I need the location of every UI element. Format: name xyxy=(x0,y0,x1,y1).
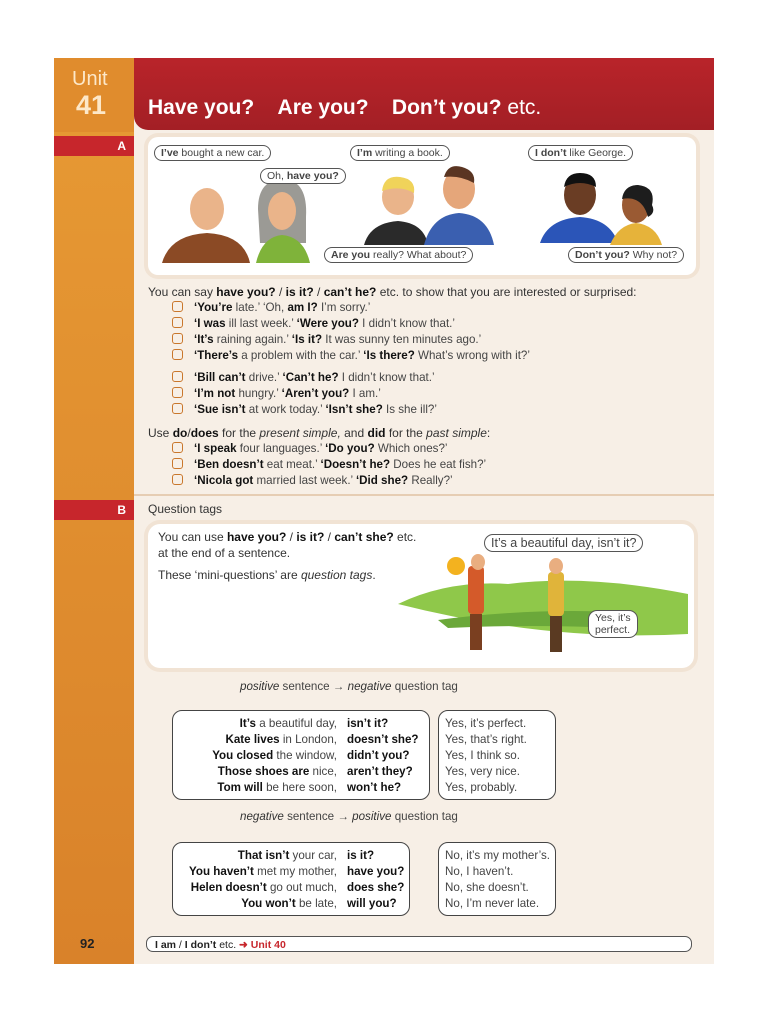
box-line-2: at the end of a sentence. xyxy=(158,546,291,560)
section-b-tab: B xyxy=(54,500,134,520)
question-tags-box xyxy=(148,524,694,668)
example-line: ‘I’m not hungry.’ ‘Aren’t you? I am.’ xyxy=(172,387,381,400)
example-line: ‘I speak four languages.’ ‘Do you? Which ones?’ xyxy=(172,442,447,455)
example-line: ‘I was ill last week.’ ‘Were you? I didn’t know that.’ xyxy=(172,317,455,330)
example-line: ‘Sue isn’t at work today.’ ‘Isn’t she? Is she ill?’ xyxy=(172,403,437,416)
speech-bubble-1: I’ve bought a new car. xyxy=(154,145,271,161)
example-line: ‘You’re late.’ ‘Oh, am I? I’m sorry.’ xyxy=(172,301,370,314)
question-tag: isn’t it? xyxy=(347,717,389,730)
unit-label: Unit xyxy=(72,68,108,90)
sentence-row: You won’t be late, xyxy=(241,897,337,910)
question-tag: is it? xyxy=(347,849,375,862)
positive-answers-box xyxy=(438,710,556,800)
unit-number: 41 xyxy=(76,90,107,120)
positive-caption: positive sentence → negative question tag xyxy=(240,680,458,693)
example-line: ‘Ben doesn’t eat meat.’ ‘Doesn’t he? Does he eat fish?’ xyxy=(172,458,486,471)
sentence-row: You closed the window, xyxy=(212,749,337,762)
arrow-icon: ➜ xyxy=(239,939,248,951)
answer: No, she doesn’t. xyxy=(445,881,529,894)
unit-link[interactable]: Unit 40 xyxy=(250,939,286,951)
box-line-1: You can use have you? / is it? / can’t she? etc. xyxy=(158,530,417,544)
sentence-row: Tom will be here soon, xyxy=(217,781,337,794)
sentence-row: Kate lives in London, xyxy=(225,733,337,746)
answer: No, I’m never late. xyxy=(445,897,540,910)
box-line-3: These ‘mini-questions’ are question tags. xyxy=(158,568,376,582)
speech-bubble-reply: Yes, it’s perfect. xyxy=(588,610,638,638)
answer: Yes, it’s perfect. xyxy=(445,717,527,730)
speech-bubble-tag: It’s a beautiful day, isn’t it? xyxy=(484,534,643,552)
section-a-tab: A xyxy=(54,136,134,156)
question-tag: didn’t you? xyxy=(347,749,410,762)
speech-bubble-5: I don’t like George. xyxy=(528,145,633,161)
section-b-heading: Question tags xyxy=(148,502,223,516)
answer: Yes, probably. xyxy=(445,781,518,794)
negative-caption: negative sentence → positive question tag xyxy=(240,810,458,823)
page-number: 92 xyxy=(80,936,95,951)
question-tag: does she? xyxy=(347,881,405,894)
answer: Yes, very nice. xyxy=(445,765,520,778)
question-tag: will you? xyxy=(347,897,397,910)
title-bar xyxy=(134,58,714,130)
sentence-row: It’s a beautiful day, xyxy=(239,717,337,730)
sentence-row: Those shoes are nice, xyxy=(217,765,337,778)
cross-reference-footer: I am / I don’t etc. ➜ Unit 40 xyxy=(146,936,692,952)
textbook-page xyxy=(54,58,714,964)
section-divider xyxy=(134,494,714,496)
page-title: Have you? Are you? Don’t you? etc. xyxy=(148,96,542,119)
unit-box xyxy=(54,58,134,132)
speech-bubble-2: Oh, have you? xyxy=(260,168,346,184)
question-tag: doesn’t she? xyxy=(347,733,419,746)
positive-sentence-box xyxy=(172,710,430,800)
question-tag: aren’t they? xyxy=(347,765,413,778)
sentence-row: You haven’t met my mother, xyxy=(189,865,337,878)
question-tag: won’t he? xyxy=(347,781,402,794)
section-a-use: Use do/does for the present simple, and did for the past simple: xyxy=(148,426,491,440)
sentence-row: Helen doesn’t go out much, xyxy=(190,881,337,894)
speech-bubble-3: I’m writing a book. xyxy=(350,145,450,161)
speech-bubble-4: Are you really? What about? xyxy=(324,247,473,263)
answer: No, it’s my mother’s. xyxy=(445,849,551,862)
dialogue-illustration xyxy=(148,137,696,275)
example-line: ‘Bill can’t drive.’ ‘Can’t he? I didn’t know that.’ xyxy=(172,371,435,384)
sentence-row: That isn’t your car, xyxy=(237,849,337,862)
negative-answers-box xyxy=(438,842,556,916)
example-line: ‘There’s a problem with the car.’ ‘Is there? What’s wrong with it?’ xyxy=(172,349,530,362)
question-tag: have you? xyxy=(347,865,405,878)
example-line: ‘Nicola got married last week.’ ‘Did she? Really?’ xyxy=(172,474,453,487)
example-line: ‘It’s raining again.’ ‘Is it? It was sunny ten minutes ago.’ xyxy=(172,333,481,346)
speech-bubble-6: Don’t you? Why not? xyxy=(568,247,684,263)
negative-sentence-box xyxy=(172,842,410,916)
answer: Yes, that’s right. xyxy=(445,733,527,746)
section-a-intro: You can say have you? / is it? / can’t he? etc. to show that you are interested or surprised: xyxy=(148,285,637,299)
answer: No, I haven’t. xyxy=(445,865,514,878)
answer: Yes, I think so. xyxy=(445,749,520,762)
